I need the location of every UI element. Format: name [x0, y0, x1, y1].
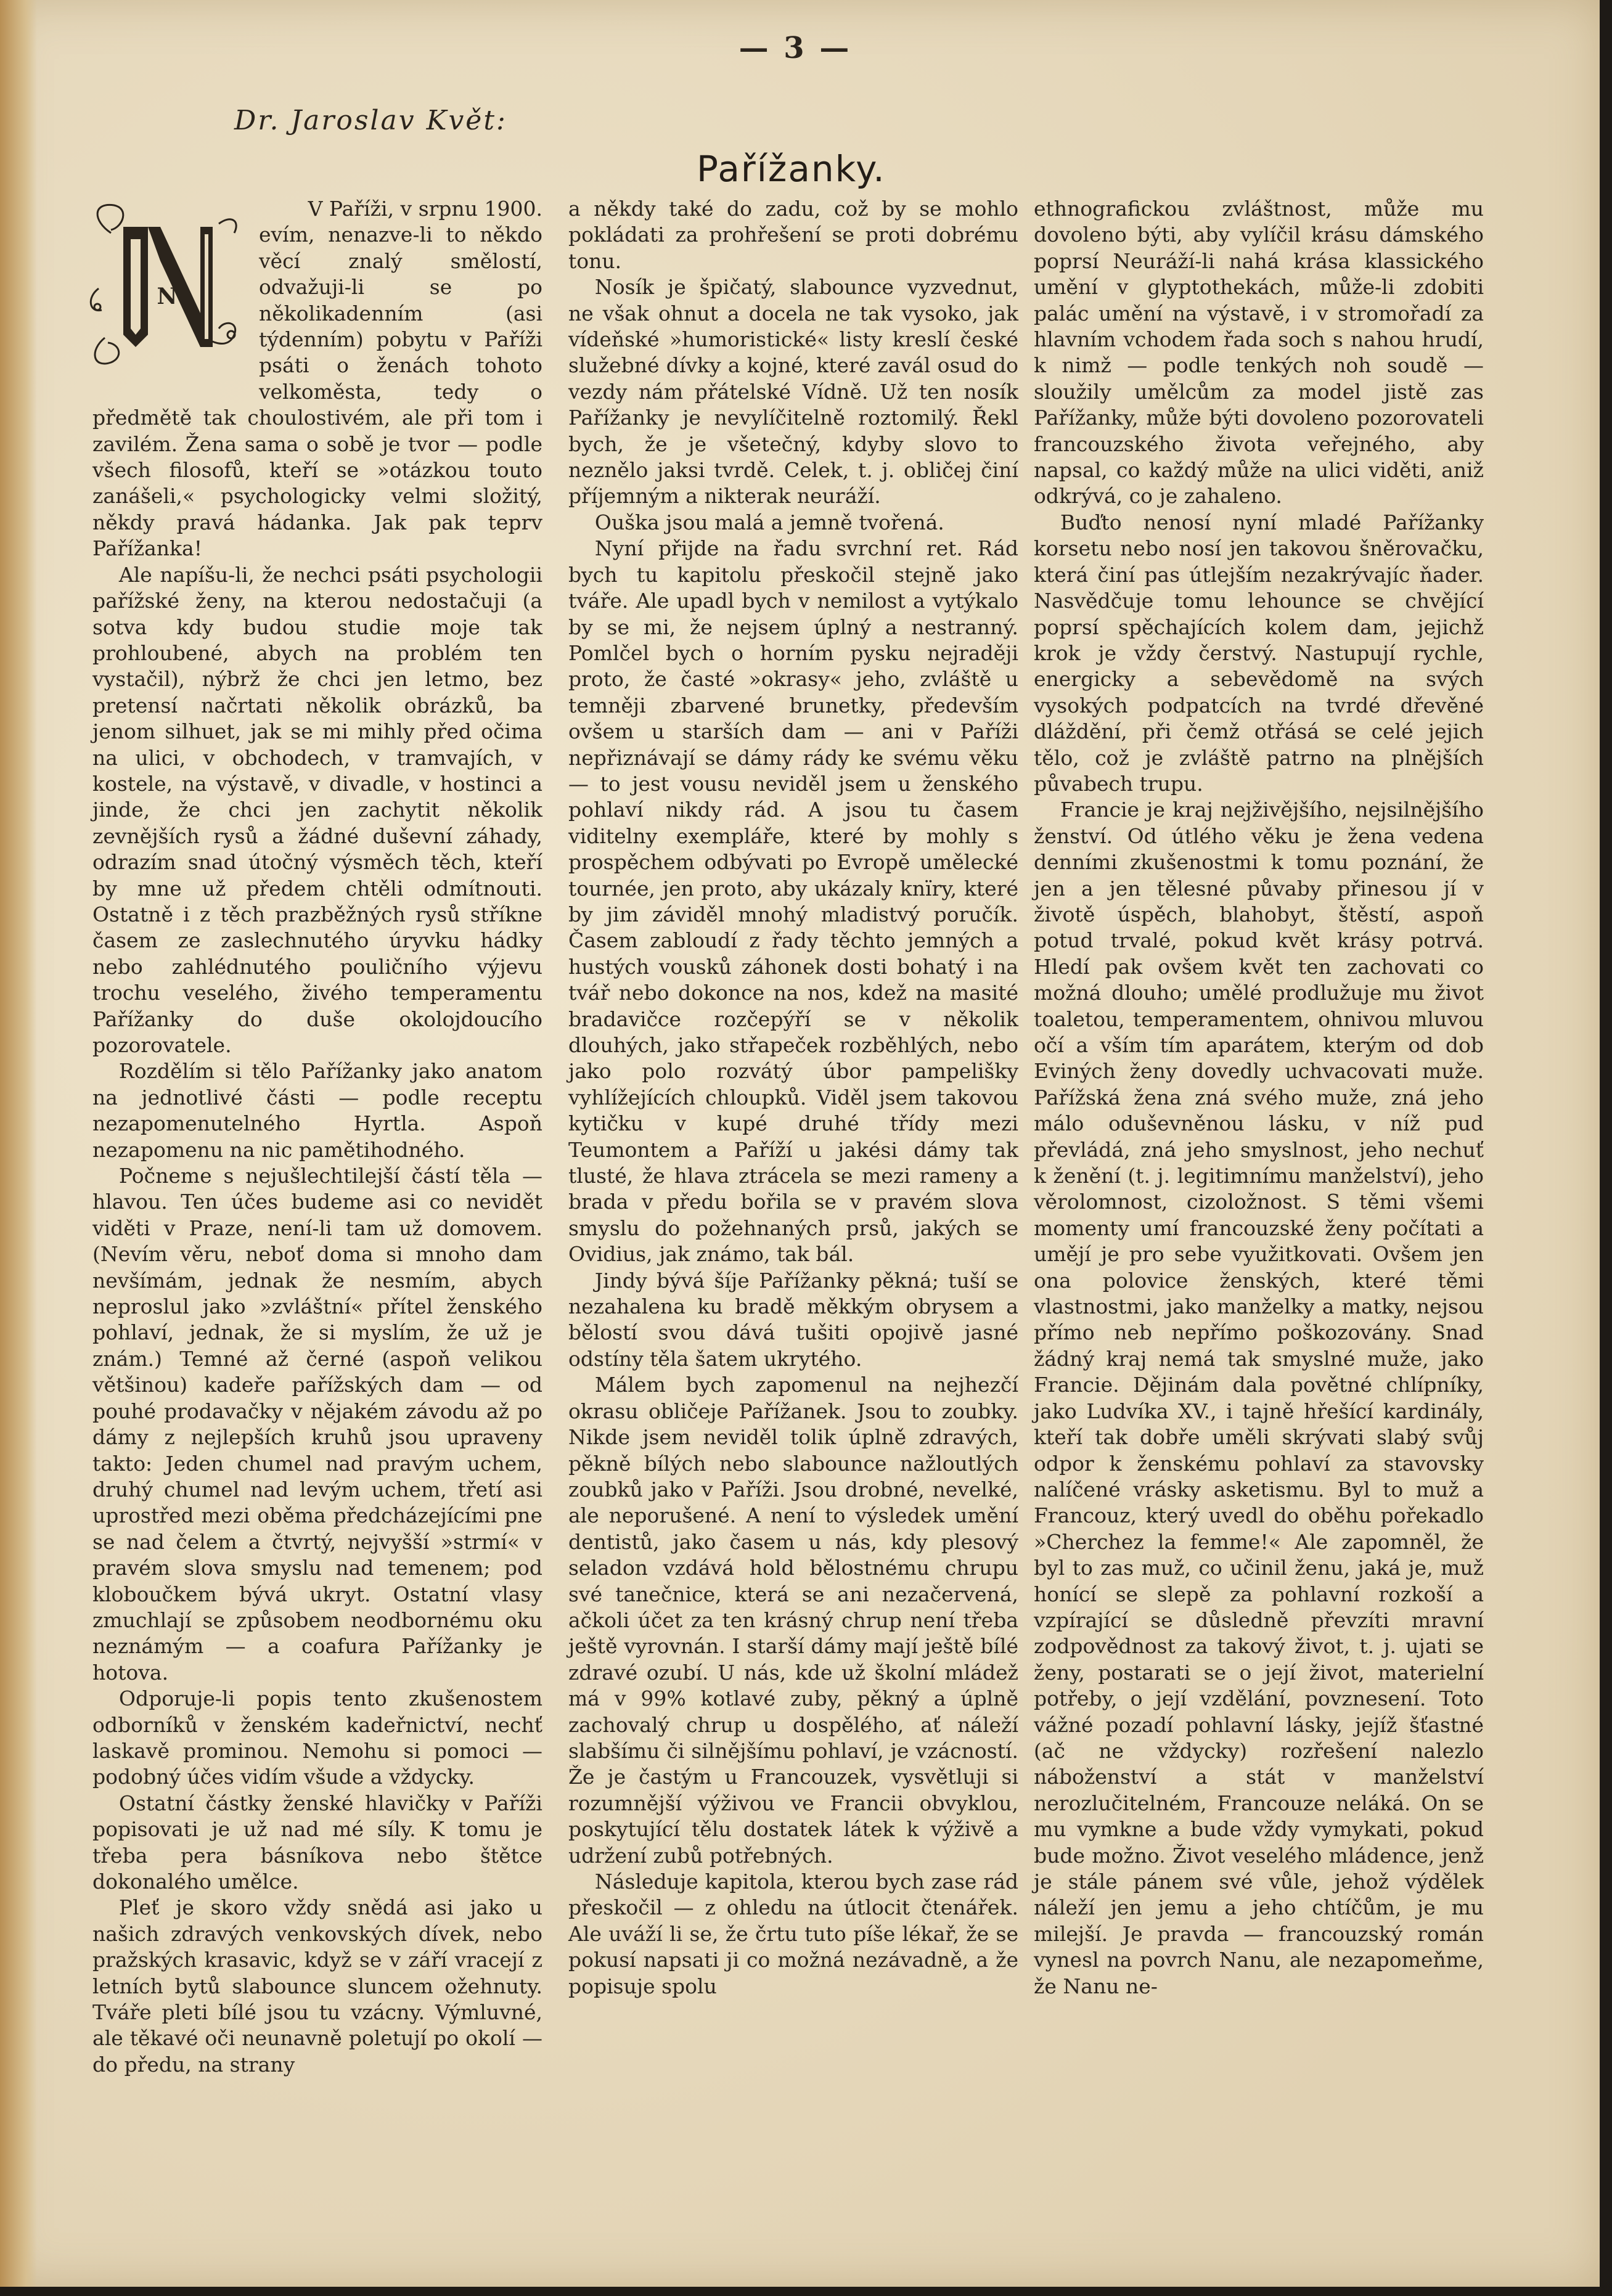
paragraph: Následuje kapitola, kterou bych zase rád přeskočil — z ohledu na útlocit čtenářek. Ale uváží li se, že črtu tuto píše lékař, že se pokusí napsati ji co možná nezávadně, a že popisuje spolu — [568, 1869, 1018, 1998]
paragraph: Francie je kraj nejživějšího, nejsilnějšího ženství. Od útlého věku je žena vedena denními zkušenostmi k tomu poznání, že jen a jen tělesné půvaby přinesou jí v životě úspěch, blahobyt, štěstí, aspoň potud trvalé, pokud květ krásy potrvá. Hledí pak ovšem květ ten zachovati co možná dlouho; umělé prodlužuje mu život toaletou, temperamentem, ohnivou mluvou očí a vším tím aparátem, kterým od dob Eviných ženy dovedly uchvacovati muže. Pařížská žena zná svého muže, zná jeho málo oduševněnou lásku, v níž pud převládá, zná jeho smyslnost, jeho nechuť k ženění (t. j. legitimnímu manželství), jeho věrolomnost, cizoložnost. S těmi všemi momenty umí francouzské ženy počítati a umějí je pro sebe využitkovati. Ovšem jen ona polovice ženských, které těmi vlastnostmi, jako manželky a matky, nejsou přímo neb nepřímo poškozovány. Snad žádný kraj nemá tak smyslné muže, jako Francie. Dějinám dala povětné chlípníky, jako Ludvíka XV., i tajně hřešící kardinály, kteří tak dobře uměli skrývati slabý svůj odpor k ženskému pohlaví za stavovsky nalíčené vrásky asketismu. Byl to muž a Francouz, který uvedl do oběhu pořekadlo »Cherchez la femme!« Ale zapomněl, že byl to zas muž, co učinil ženu, jaká je, muž honící se slepě za pohlavní rozkoší a vzpírající se důsledně převzíti mravní zodpovědnost za takový život, t. j. ujati se ženy, postarati se o její život, materielní potřeby, o její vzdělání, povznesení. Toto vážné pozadí pohlavní lásky, jejíž šťastné (ač ne vždycky) rozřešení nalezlo náboženství a stát v manželství nerozlučitelném, Francouze neláká. On se mu vymkne a bude vždy vymykati, pokud bude možno. Život veselého mládence, jenž je stále pánem své vůle, jehož výdělek náleží jen jemu a jeho chtíčům, je mu milejší. Je pravda — francouzský román vynesl na povrch Nanu, ale nezapomeňme, že Nanu ne- — [1034, 798, 1484, 1998]
paragraph: Nosík je špičatý, slabounce vyzvednut, ne však ohnut a docela ne tak vysoko, jak vídeňské »humoristické« listy kreslí české služebné dívky a kojné, které zavál osud do vezdy nám přátelské Vídně. Už ten nosík Pařížanky je nevylíčitelně roztomilý. Řekl bych, že je všetečný, kdyby slovo to neznělo jaksi tvrdě. Celek, t. j. obličej činí příjemným a nikterak neuráží. — [568, 275, 1018, 509]
paragraph: Nyní přijde na řadu svrchní ret. Rád bych tu kapitolu přeskočil stejně jako tváře. Ale upadl bych v nemilost a vytýkalo by se mi, že nejsem úplný a nestranný. Pomlčel bych o horním pysku nejraději proto, že časté »okrasy« jeho, zvláště u temněji zbarvené brunetky, především ovšem u starších dam — ani v Paříži nepřiznávají se dámy rády ke svému věku — to jest vousu neviděl jsem u ženského pohlaví nikdy rád. A jsou tu časem viditelny exempláře, které by mohly s prospěchem odbývati po Evropě umělecké tournée, jen proto, aby ukázaly knïry, které by jim záviděl mnohý mladistvý poručík. Časem zabloudí z řady těchto jemných a hustých vousků záhonek dosti bohatý i na tvář nebo dokonce na nos, kdež na masité bradavičce rozčepýří se v několik dlouhých, jako střapeček rozběhlých, nebo jako polo rozvátý úbor pampelišky vyhlížejících chloupků. Viděl jsem takovou kytičku v kupé druhé třídy mezi Teumontem a Paříží u jakési dámy tak tlusté, že hlava ztrácela se mezi rameny a brada v předu bořila se v pravém slova smyslu do požehnaných prsů, jakých se Ovidius, jak známo, tak bál. — [568, 536, 1018, 1267]
ornamental-initial — [86, 196, 253, 381]
dateline: V Paříži, v srpnu 1900. — [308, 197, 542, 221]
paragraph: a někdy také do zadu, což by se mohlo pokládati za prohřešení se proti dobrému tonu. — [568, 197, 1018, 273]
text-column-2 — [568, 196, 1018, 2000]
paragraph: ethnografickou zvláštnost, může mu dovoleno býti, aby vylíčil krásu dámského poprsí Neuráží-li nahá krása klassického umění v glyptothekách, může-li zdobiti palác umění na výstavě, i v stromořadí za hlavním vchodem řada soch s nahou hrudí, k nimž — podle tenkých noh soudě — sloužily umělcům za model jistě zas Pařížanky, může býti dovoleno pozorovateli francouzského života veřejného, aby napsal, co každý může na ulici viděti, aniž odkrývá, co je zahaleno. — [1034, 197, 1484, 509]
paragraph: Málem bych zapomenul na nejhezčí okrasu obličeje Pařížanek. Jsou to zoubky. Nikde jsem neviděl tolik úplně zdravých, pěkně bílých nebo slabounce nažloutlých zoubků jako v Paříži. Jsou drobné, nevelké, ale neporušené. A není to výsledek umění dentistů, jako časem u nás, kdy plesový seladon vzdává hold bělostnému chrupu své tanečnice, která se ani nezačervená, ačkoli účet za ten krásný chrup není třeba ještě vyrovnán. I starší dámy mají ještě bílé zdravé ozubí. U nás, kde už školní mládež má v 99% kotlavé zuby, pěkný a úplně zachovalý chrup u dospělého, ať náleží slabšímu či silnějšímu pohlaví, je vzácností. Že je častým u Francouzek, vysvětluji si rozumnější výživou ve Francii obvyklou, poskytující tělu dostatek látek k výživě a udržení zubů potřebných. — [568, 1373, 1018, 1868]
paragraph: Pleť je skoro vždy snědá asi jako u našich zdravých venkovských dívek, nebo pražských krasavic, když se v září vracejí z letních bytů slabounce sluncem ožehnuty. Tváře pleti bílé jsou tu vzácny. Výmluvné, ale těkavé oči neunavně poletují po okolí — do předu, na strany — [92, 1895, 542, 2077]
paragraph: Jindy bývá šíje Pařížanky pěkná; tuší se nezahalena ku bradě měkkým obrysem a bělostí svou dává tušiti opojivě jasné odstíny těla šatem ukrytého. — [568, 1268, 1018, 1371]
scan-edge-bottom — [0, 2287, 1612, 2296]
paragraph: Odporuje-li popis tento zkušenostem odborníků v ženském kadeřnictví, nechť laskavě prominou. Nemohu si pomoci — podobný účes vidím všude a vždycky. — [92, 1686, 542, 1789]
ornamental-initial-icon — [86, 196, 253, 381]
article-title: Pařížanky. — [697, 148, 886, 190]
scan-edge-right — [1600, 0, 1612, 2296]
paragraph: evím, nenazve-li to někdo věcí znalý smělostí, odvažuji-li se po několikadenním (asi týdenním) pobytu v Paříži psáti o ženách tohoto velkoměsta, tedy o předmětě tak choulostivém, ale při tom i zavilém. Žena sama o sobě je tvor — podle všech filosofů, kteří se »otázkou touto zanášeli,« psychologicky velmi složitý, někdy pravá hádanka. Jak pak teprv Pařížanka! — [92, 223, 542, 561]
svg-text:N: N — [157, 284, 178, 309]
author-byline: Dr. Jaroslav Květ: — [234, 105, 507, 136]
paragraph: Ale napíšu-li, že nechci psáti psychologii pařížské ženy, na kterou nedostačuji (a sotva kdy budou studie moje tak prohloubené, abych na problém ten vystačil), nýbrž že chci jen letmo, bez pretensí načrtati několik obrázků, ba jenom silhuet, jak se mi mihly před očima na ulici, v obchodech, v tramvajích, v kostele, na výstavě, v divadle, v hostinci a jinde, že chci jen zachytit několik zevnějších rysů a žádné duševní záhady, odrazím snad útočný výsměch těch, kteří by mne už předem chtěli odmítnouti. Ostatně i z těch prazběžných rysů stříkne časem ze zaslechnutého úryvku hádky nebo zahlédnutého pouličního výjevu trochu veselého, živého temperamentu Pařížanky do duše okolojdoucího pozorovatele. — [92, 562, 542, 1057]
text-column-3 — [1034, 196, 1484, 2000]
paragraph: Počneme s nejušlechtilejší částí těla — hlavou. Ten účes budeme asi co nevidět viděti v Praze, není-li tam už domovem. (Nevím věru, neboť doma si mnoho dam nevšímám, jednak že nesmím, abych neproslul jako »zvláštní« přítel ženského pohlaví, jednak, že si myslím, že už je znám.) Temné až černé (aspoň velikou většinou) kadeře pařížských dam — od pouhé prodavačky v nějakém závodu až po dámy z nejlepších kruhů jsou upraveny takto: Jeden chumel nad pravým uchem, druhý chumel nad levým uchem, třetí asi uprostřed mezi oběma předcházejícími pne se nad čelem a čtvrtý, nejvyšší »strmí« v pravém slova smyslu nad temenem; pod kloboučkem bývá ukryt. Ostatní vlasy zmuchlají se způsobem neodbornému oku neznámým — a coafura Pařížanky je hotova. — [92, 1164, 542, 1685]
paragraph: Ouška jsou malá a jemně tvořená. — [594, 510, 944, 534]
paragraph: Rozdělím si tělo Pařížanky jako anatom na jednotlivé části — podle receptu nezapomenutelného Hyrtla. Aspoň nezapomenu na nic pamětihodného. — [92, 1059, 542, 1162]
paragraph: Ostatní částky ženské hlavičky v Paříži popisovati je už nad mé síly. K tomu je třeba pera básníkova nebo štětce dokonalého umělce. — [92, 1791, 542, 1894]
book-spine-shadow — [0, 0, 37, 2287]
text-column-1 — [92, 196, 542, 2078]
paragraph: Buďto nenosí nyní mladé Pařížanky korsetu nebo nosí jen takovou šněrovačku, která činí pas útlejším nezakrývajíc ňader. Nasvědčuje tomu lehounce se chvějící poprsí spěchajících kolem dam, jejichž krok je vždy čerstvý. Nastupují rychle, energicky a sebevědomě na svých vysokých podpatcích na tvrdé dřevěné dláždění, při čemž otřásá se celé jejich tělo, což je zvláště patrno na plnějších půvabech trupu. — [1034, 510, 1484, 796]
page-number: — 3 — — [738, 31, 852, 65]
